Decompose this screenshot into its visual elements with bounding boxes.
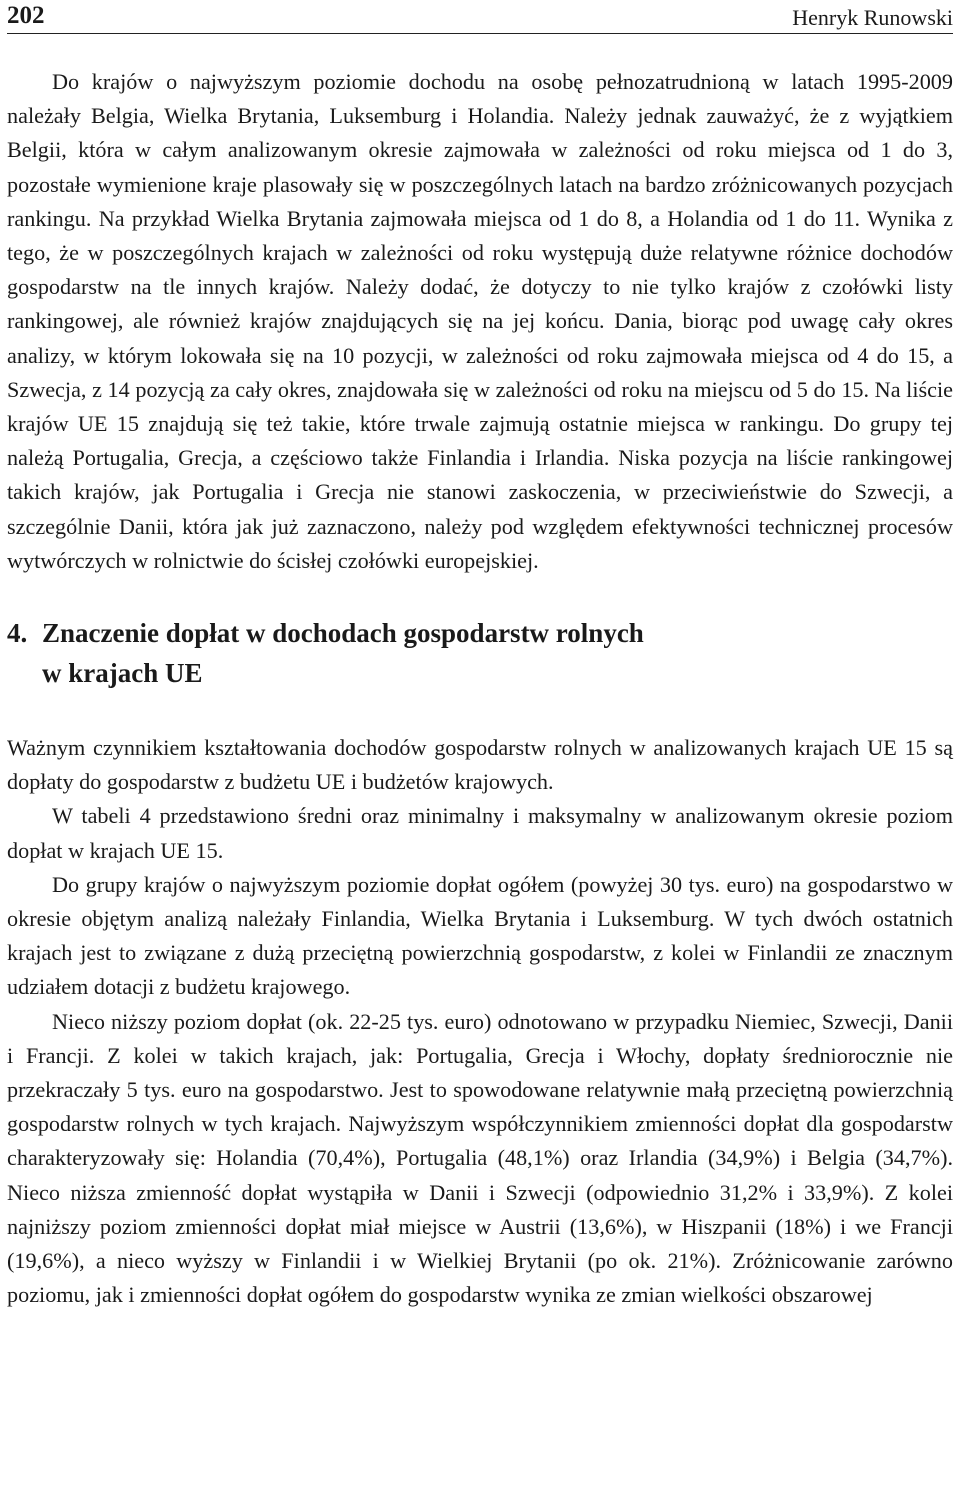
- body-paragraph: Do krajów o najwyższym poziomie dochodu na osobę pełnozatrudnioną w latach 1995-2009 należały Belgia, Wielka Brytania, Luksemburg i Holandia. Należy jednak zauważyć, że z wyjątkiem Belgii, która w całym analizowanym okresie zajmowała w zależności od roku miejsca od 1 do 3, pozostałe wymienione kraje plasowały się w poszczególnych latach na bardzo zróżnicowanych pozycjach rankingu. Na przykład Wielka Brytania zajmowała miejsca od 1 do 8, a Holandia od 1 do 11. Wynika z tego, że w poszczególnych krajach w zależności od roku występują duże relatywne różnice dochodów gospodarstw na tle innych krajów. Należy dodać, że dotyczy to nie tylko krajów z czołówki listy rankingowej, ale również krajów znajdujących się na jej końcu. Dania, biorąc pod uwagę cały okres analizy, w którym lokowała się na 10 pozycji, w zależności od roku zajmowała miejsca od 4 do 15, a Szwecja, z 14 pozycją za cały okres, znajdowała się w zależności od roku na miejscu od 5 do 15. Na liście krajów UE 15 znajdują się też takie, które trwale zajmują ostatnie miejsca w rankingu. Do grupy tej należą Portugalia, Grecja, a częściowo także Finlandia i Irlandia. Niska pozycja na liście rankingowej takich krajów, jak Portugalia i Grecja nie stanowi zaskoczenia, w przeciwieństwie do Szwecji, a szczególnie Danii, która jak już zaznaczono, należy pod względem efektywności technicznej procesów wytwórczych w rolnictwie do ścisłej czołówki europejskiej.: [7, 69, 953, 573]
- page-number: 202: [7, 2, 45, 29]
- section-heading: [7, 613, 953, 693]
- section-number: 4.: [7, 618, 28, 649]
- body-paragraph: Nieco niższy poziom dopłat (ok. 22-25 tys. euro) odnotowano w przypadku Niemiec, Szwecji, Danii i Francji. Z kolei w takich krajach, jak: Portugalia, Grecja i Włochy, dopłaty średniorocznie nie przekraczały 5 tys. euro na gospodarstwo. Jest to spowodowane relatywnie małą przeciętną powierzchnią gospodarstw rolnych w tych krajach. Najwyższym współczynnikiem zmienności dopłat dla gospodarstw charakteryzowały się: Holandia (70,4%), Portugalia (48,1%) oraz Irlandia (34,9%) i Belgia (34,7%). Nieco niższa zmienność dopłat wystąpiła w Danii i Szwecji (odpowiednio 31,2% i 33,9%). Z kolei najniższy poziom zmienności dopłat miał miejsce w Austrii (13,6%), w Hiszpanii (18%) i we Francji (19,6%), a nieco wyższy w Finlandii i w Wielkiej Brytanii (po ok. 21%). Zróżnicowanie zarówno poziomu, jak i zmienności dopłat ogółem do gospodarstw wynika ze zmian wielkości obszarowej: [7, 1008, 953, 1308]
- page-body: [7, 65, 953, 1313]
- page-header: [7, 0, 953, 34]
- running-head-author: Henryk Runowski: [792, 5, 953, 30]
- body-paragraph: Do grupy krajów o najwyższym poziomie dopłat ogółem (powyżej 30 tys. euro) na gospodarstwo w okresie objętym analizą należały Finlandia, Wielka Brytania i Luksemburg. W tych dwóch ostatnich krajach jest to związane z dużą przeciętną powierzchnią gospodarstw, z kolei w Finlandii ze znacznym udziałem dotacji z budżetu krajowego.: [7, 871, 953, 1000]
- section-title: Znaczenie dopłat w dochodach gospodarstw rolnych w krajach UE: [42, 618, 644, 689]
- body-paragraph: Ważnym czynnikiem kształtowania dochodów gospodarstw rolnych w analizowanych krajach UE 15 są dopłaty do gospodarstw z budżetu UE i budżetów krajowych.: [7, 735, 953, 795]
- body-paragraph: W tabeli 4 przedstawiono średni oraz minimalny i maksymalny w analizowanym okresie poziom dopłat w krajach UE 15.: [7, 803, 953, 863]
